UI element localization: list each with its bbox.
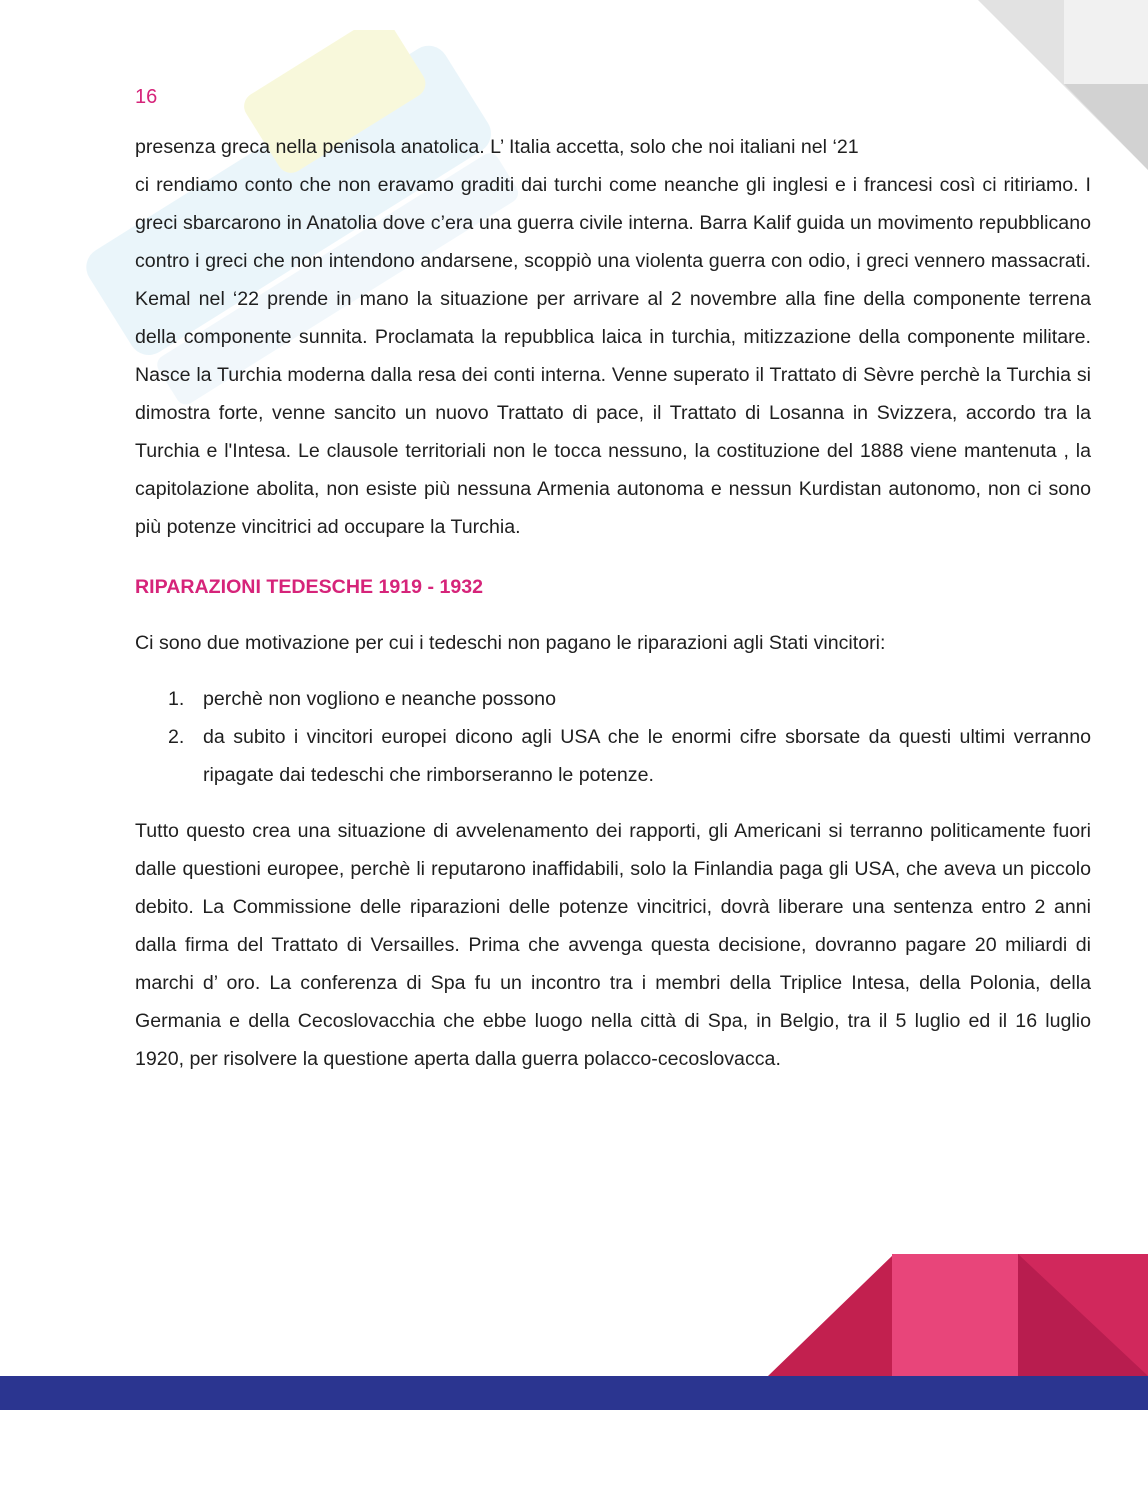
list-text: perchè non vogliono e neanche possono (203, 688, 556, 710)
intro-paragraph: Ci sono due motivazione per cui i tedeschi non pagano le riparazioni agli Stati vincitori: (135, 632, 886, 654)
section-heading: RIPARAZIONI TEDESCHE 1919 - 1932 (135, 576, 484, 598)
paragraph-1-first-line: presenza greca nella penisola anatolica. L’ Italia accetta, solo che noi italiani nel ‘21 (135, 136, 859, 158)
numbered-list (135, 680, 1091, 794)
list-number: 1. (168, 688, 185, 710)
list-number: 2. (168, 726, 185, 748)
document-body (135, 128, 1091, 1078)
list-text: da subito i vincitori europei dicono agli USA che le enormi cifre sborsate da questi ultimi verranno ripagate dai tedeschi che rimborseranno le potenze. (203, 726, 1091, 786)
list-item (135, 718, 1091, 794)
page-number: 16 (135, 86, 158, 108)
bottom-corner-decoration (768, 1250, 1148, 1380)
list-item (135, 680, 1091, 718)
paragraph-2: Tutto questo crea una situazione di avvelenamento dei rapporti, gli Americani si terranno politicamente fuori dalle questioni europee, perchè li reputarono inaffidabili, solo la Finlandia paga gli USA, che aveva un piccolo debito. La Commissione delle riparazioni delle potenze vincitrici, dovrà liberare una sentenza entro 2 anni dalla firma del Trattato di Versailles. Prima che avvenga questa decisione, dovranno pagare 20 miliardi di marchi d’ oro. La conferenza di Spa fu un incontro tra i membri della Triplice Intesa, della Polonia, della Germania e della Cecoslovacchia che ebbe luogo nella città di Spa, in Belgio, tra il 5 luglio ed il 16 luglio 1920, per risolvere la questione aperta dalla guerra polacco-cecoslovacca. (135, 820, 1091, 1070)
paragraph-1: ci rendiamo conto che non eravamo graditi dai turchi come neanche gli inglesi e i francesi così ci ritiriamo. I greci sbarcarono in Anatolia dove c’era una guerra civile interna. Barra Kalif guida un movimento repubblicano contro i greci che non intendono andarsene, scoppiò una violenta guerra con odio, i greci vennero massacrati. Kemal nel ‘22 prende in mano la situazione per arrivare al 2 novembre alla fine della componente terrena della componente sunnita. Proclamata la repubblica laica in turchia, mitizzazione della componente militare. Nasce la Turchia moderna dalla resa dei conti interna. Venne superato il Trattato di Sèvre perchè la Turchia si dimostra forte, venne sancito un nuovo Trattato di pace, il Trattato di Losanna in Svizzera, accordo tra la Turchia e l'Intesa. Le clausole territoriali non le tocca nessuno, la costituzione del 1888 viene mantenuta , la capitolazione abolita, non esiste più nessuna Armenia autonoma e nessun Kurdistan autonomo, non ci sono più potenze vincitrici ad occupare la Turchia. (135, 174, 1091, 538)
bottom-color-band (0, 1376, 1148, 1410)
